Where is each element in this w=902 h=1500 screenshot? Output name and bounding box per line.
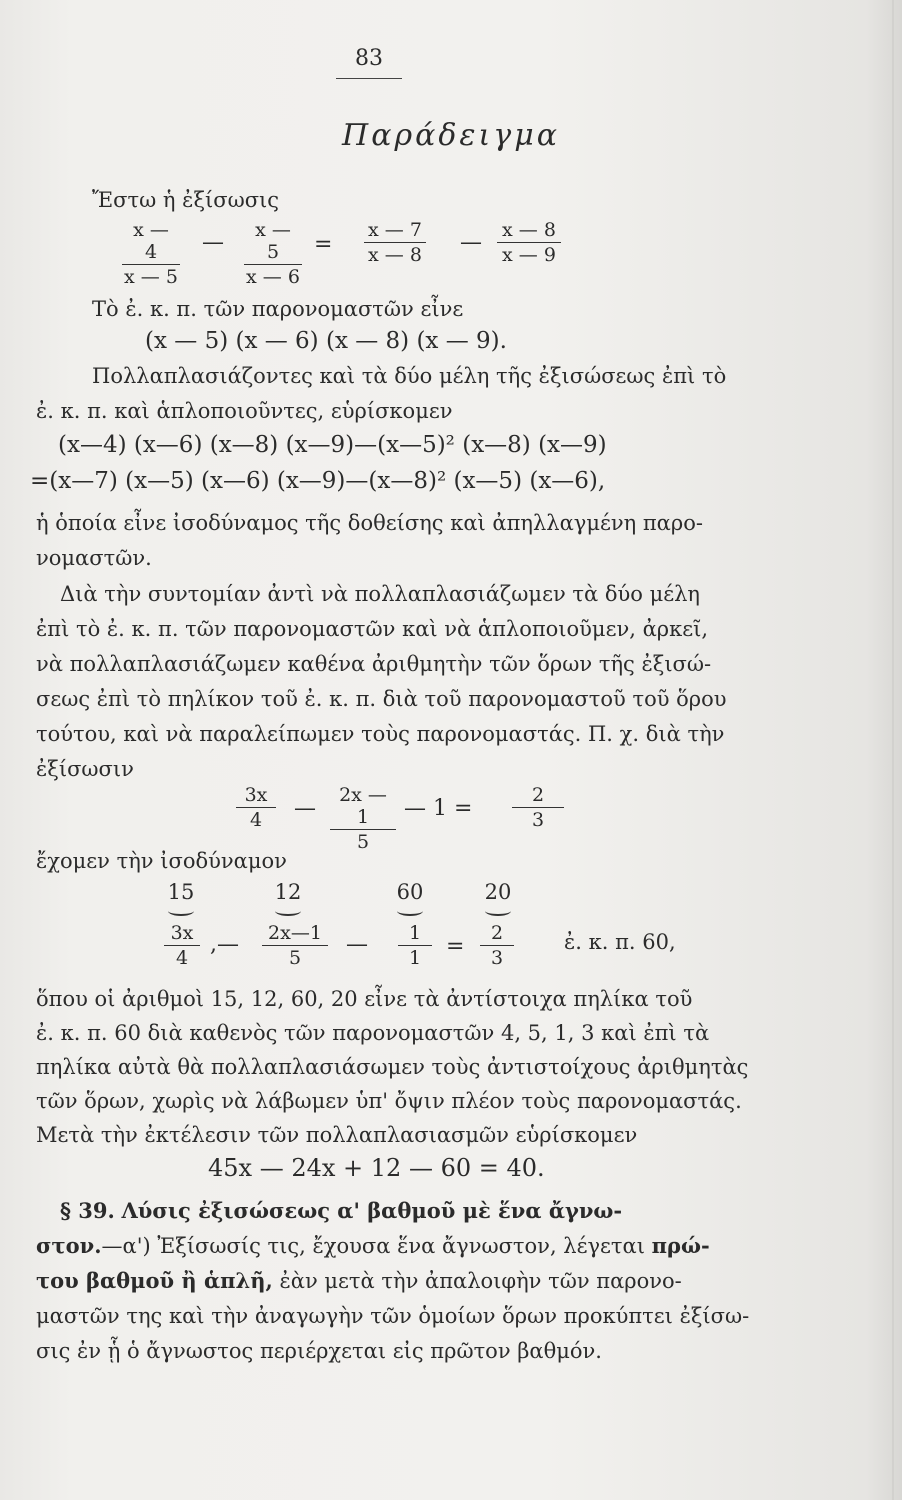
multiply-text-1: Πολλαπλασιάζοντες καὶ τὰ δύο μέλη τῆς ἐξισώσεως ἐπὶ τὸ (92, 364, 727, 388)
multiplier-12: 12 (264, 880, 312, 916)
eq1-minus-2: — (460, 230, 482, 255)
eq1-fraction-2: $\frac{x — 5}{x — 6}$ (244, 219, 302, 288)
explain-line-5: Μετὰ τὴν ἐκτέλεσιν τῶν πολλαπλασιασμῶν εὑρίσκομεν (36, 1123, 638, 1147)
multiplier-20: 20 (474, 880, 522, 916)
section-line-3: του βαθμοῦ ἢ ἁπλῆ, ἐὰν μετὰ τὴν ἀπαλοιφὴν τῶν παρονο- (36, 1268, 682, 1293)
eq3-separator: ,— (210, 932, 239, 957)
eq1-equals: = (314, 232, 333, 257)
multiplier-60: 60 (386, 880, 434, 916)
multiplier-15: 15 (160, 880, 202, 916)
paragraph-line-2: ἐπὶ τὸ ἐ. κ. π. τῶν παρονομαστῶν καὶ νὰ ἁπλοποιοῦμεν, ἀρκεῖ, (36, 617, 709, 641)
section-heading (60, 1197, 622, 1225)
eq3-lcd-note: ἐ. κ. π. 60, (564, 930, 676, 954)
multiply-text-2: ἐ. κ. π. καὶ ἁπλοποιοῦντες, εὑρίσκομεν (36, 399, 453, 423)
paragraph-line-1: Διὰ τὴν συντομίαν ἀντὶ νὰ πολλαπλασιάζωμεν τὰ δύο μέλη (60, 582, 701, 606)
explain-line-2: ἐ. κ. π. 60 διὰ καθενὸς τῶν παρονομαστῶν 4, 5, 1, 3 καὶ ἐπὶ τὰ (36, 1021, 710, 1045)
expanded-equation-1: (x—4) (x—6) (x—8) (x—9)—(x—5)² (x—8) (x—9) (58, 432, 607, 458)
page-edge (892, 0, 894, 1500)
paragraph-line-4: σεως ἐπὶ τὸ πηλίκον τοῦ ἐ. κ. π. διὰ τοῦ παρονομαστοῦ τοῦ ὅρου (36, 687, 727, 711)
eq2-fraction-1: $\frac{3x}{4}$ (236, 784, 276, 831)
section-line-5: σις ἐν ᾗ ὁ ἄγνωστος περιέρχεται εἰς πρῶτον βαθμόν. (36, 1339, 602, 1363)
eq1-fraction-4: $\frac{x — 8}{x — 9}$ (497, 219, 561, 266)
section-mark: § 39. (60, 1198, 115, 1223)
eq3-equals: = (446, 934, 465, 959)
lcd-expression: (x — 5) (x — 6) (x — 8) (x — 9). (145, 328, 507, 354)
explain-line-4: τῶν ὅρων, χωρὶς νὰ λάβωμεν ὑπ' ὄψιν πλέον τοὺς παρονομαστάς. (36, 1089, 742, 1113)
have-equivalent-text: ἔχομεν τὴν ἰσοδύναμον (36, 849, 287, 873)
eq3-fraction-1: $\frac{3x}{4}$ (164, 922, 200, 969)
page-number: 83 (355, 46, 383, 71)
paragraph-line-6: ἐξίσωσιν (36, 757, 134, 781)
eq3-fraction-2: $\frac{2x—1}{5}$ (262, 922, 328, 969)
eq1-fraction-1: $\frac{x — 4}{x — 5}$ (122, 219, 180, 288)
section-line-4: μαστῶν της καὶ τὴν ἀναγωγὴν τῶν ὁμοίων ὅρων προκύπτει ἐξίσω- (36, 1304, 750, 1328)
explain-line-3: πηλίκα αὐτὰ θὰ πολλαπλασιάσωμεν τοὺς ἀντιστοίχους ἀριθμητὰς (36, 1055, 749, 1079)
eq2-rest: — 1 = (404, 796, 473, 821)
eq2-fraction-2: $\frac{2x — 1}{5}$ (330, 784, 396, 853)
explain-line-1: ὅπου οἱ ἀριθμοὶ 15, 12, 60, 20 εἶνε τὰ ἀντίστοιχα πηλίκα τοῦ (36, 987, 693, 1011)
eq3-fraction-3: $\frac{1}{1}$ (398, 922, 432, 969)
intro-text: Ἔστω ἡ ἐξίσωσις (92, 188, 280, 212)
eq2-fraction-3: $\frac{2}{3}$ (512, 784, 564, 831)
page-number-rule (336, 78, 402, 79)
eq3-minus: — (346, 932, 368, 957)
paragraph-line-5: τούτου, καὶ νὰ παραλείπωμεν τοὺς παρονομαστάς. Π. χ. διὰ τὴν (36, 722, 725, 746)
page-title: Παράδειγμα (342, 118, 560, 153)
eq2-minus: — (294, 796, 316, 821)
lcd-text: Τὸ ἐ. κ. π. τῶν παρονομαστῶν εἶνε (92, 297, 464, 321)
paragraph-line-3: νὰ πολλαπλασιάζωμεν καθένα ἀριθμητὴν τῶν ὅρων τῆς ἐξισώ- (36, 652, 712, 676)
eq1-minus-1: — (202, 230, 224, 255)
result-equation: 45x — 24x + 12 — 60 = 40. (208, 1154, 545, 1182)
section-title: Λύσις ἐξισώσεως α' βαθμοῦ μὲ ἕνα ἄγνω- (121, 1198, 623, 1223)
eq3-fraction-4: $\frac{2}{3}$ (480, 922, 514, 969)
equivalent-text-2: νομαστῶν. (36, 546, 152, 570)
expanded-equation-2: =(x—7) (x—5) (x—6) (x—9)—(x—8)² (x—5) (x—6), (30, 468, 606, 494)
eq1-fraction-3: $\frac{x — 7}{x — 8}$ (364, 219, 426, 266)
equivalent-text-1: ἡ ὁποία εἶνε ἰσοδύναμος τῆς δοθείσης καὶ ἀπηλλαγμένη παρο- (36, 511, 703, 535)
section-line-2: στον.—α') Ἐξίσωσίς τις, ἔχουσα ἕνα ἄγνωστον, λέγεται πρώ- (36, 1233, 710, 1258)
